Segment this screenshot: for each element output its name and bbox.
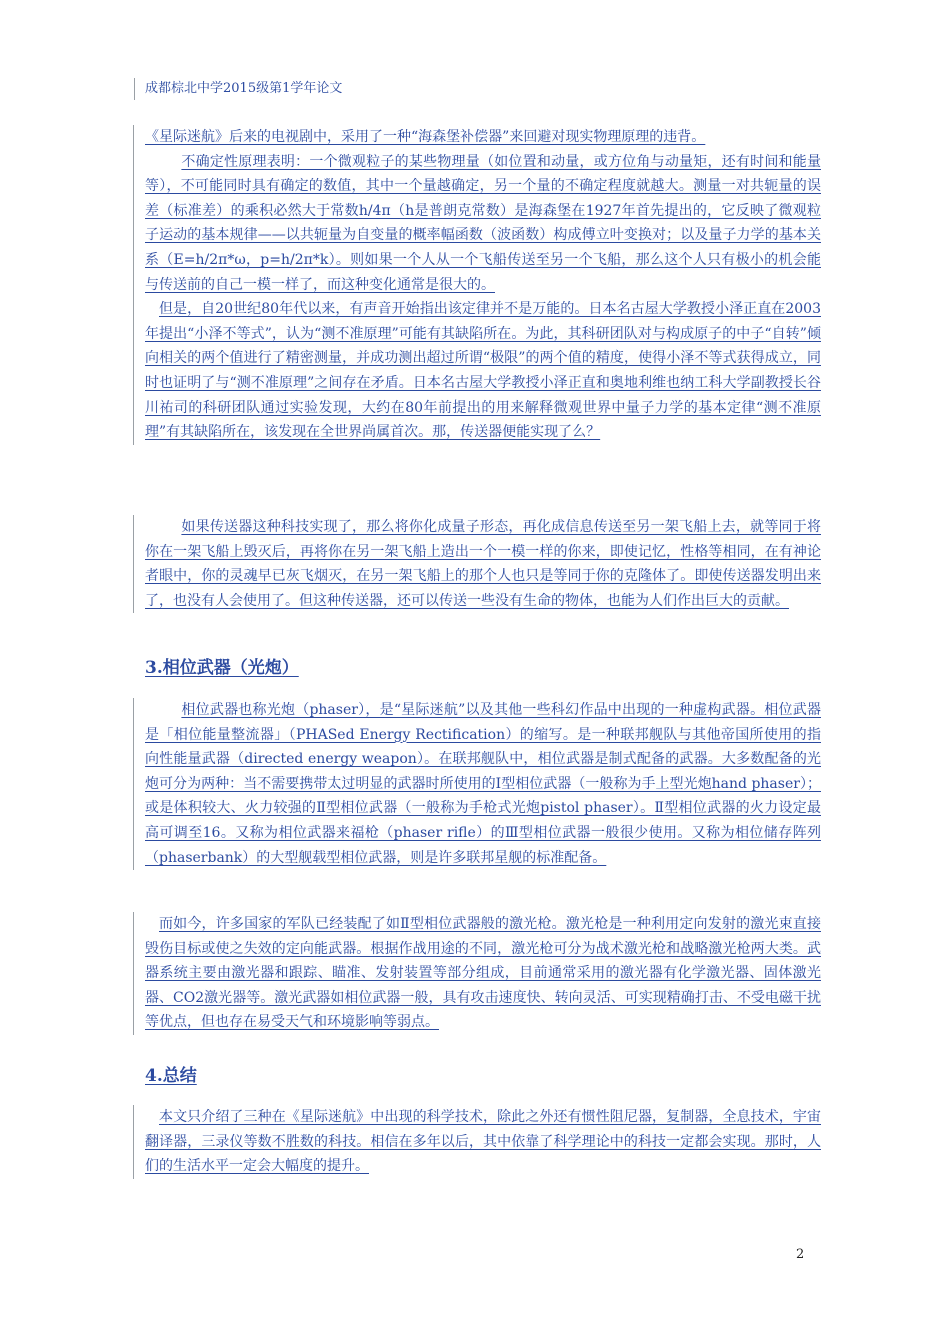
paragraph-4: 如果传送器这种科技实现了，那么将你化成量子形态，再化成信息传送至另一架飞船上去，就等同于将你在一架飞船上毁灭后，再将你在另一架飞船上造出一个一模一样的你来，即使记忆，性格等相同，在有神论者眼中，你的灵魂早已灰飞烟灭，在另一架飞船上的那个人也只是等同于你的克隆体了。即使传送器发明出来了，也没有人会使用了。但这种传送器，还可以传送一些没有生命的物体，也能为人们作出巨大的贡献。 [145, 519, 821, 609]
paragraph-1: 《星际迷航》后来的电视剧中，采用了一种“海森堡补偿器”来回避对现实物理原理的违背。 [145, 129, 706, 145]
paragraph-6: 而如今，许多国家的军队已经装配了如Ⅱ型相位武器般的激光枪。激光枪是一种利用定向发射的激光束直接毁伤目标或使之失效的定向能武器。根据作战用途的不同，激光枪可分为战术激光枪和战略激光枪两大类。武器系统主要由激光器和跟踪、瞄准、发射装置等部分组成，目前通常采用的激光器有化学激光器、固体激光器、CO2激光器等。激光武器如相位武器一般，具有攻击速度快、转向灵活、可实现精确打击、不受电磁干扰等优点，但也存在易受天气和环境影响等弱点。 [145, 916, 821, 1031]
paragraph-5: 相位武器也称光炮（phaser），是“星际迷航”以及其他一些科幻作品中出现的一种虚构武器。相位武器是「相位能量整流器」（PHASed Energy Rectification）的缩写。是一种联邦舰队与其他帝国所使用的指向性能量武器（directed energy weapon）。在联邦舰队中，相位武器是制式配备的武器。大多数配备的光炮可分为两种：当不需要携带太过明显的武器时所使用的I型相位武器（一般称为手上型光炮hand phaser）；或是体积较大、火力较强的Ⅱ型相位武器（一般称为手枪式光炮pistol phaser）。Ⅱ型相位武器的火力设定最高可调至16。又称为相位武器来福枪（phaser rifle）的Ⅲ型相位武器一般很少使用。又称为相位储存阵列（phaserbank）的大型舰载型相位武器，则是许多联邦星舰的标准配备。 [145, 702, 821, 866]
paragraph-2: 不确定性原理表明：一个微观粒子的某些物理量（如位置和动量，或方位角与动量矩，还有时间和能量等），不可能同时具有确定的数值，其中一个量越确定，另一个量的不确定程度就越大。测量一对共轭量的误差（标准差）的乘积必然大于常数h/4π（h是普朗克常数）是海森堡在1927年首先提出的，它反映了微观粒子运动的基本规律——以共轭量为自变量的概率幅函数（波函数）构成傅立叶变换对；以及量子力学的基本关系（E=h/2π*ω，p=h/2π*k）。则如果一个人从一个飞船传送至另一个飞船，那么这个人只有极小的机会能与传送前的自己一模一样了，而这种变化通常是很大的。 [145, 153, 821, 293]
section-block-2 [133, 515, 821, 613]
section-block-4 [133, 912, 821, 1035]
page-number: 2 [796, 1247, 805, 1262]
section-block-5 [133, 1105, 821, 1179]
heading-summary: 4.总结 [145, 1066, 197, 1086]
section-block-1 [133, 125, 821, 445]
heading-phaser: 3.相位武器（光炮） [145, 658, 299, 678]
paragraph-7: 本文只介绍了三种在《星际迷航》中出现的科学技术，除此之外还有惯性阻尼器，复制器，全息技术，宇宙翻译器，三录仪等数不胜数的科技。相信在多年以后，其中依靠了科学理论中的科技一定都会实现。那时，人们的生活水平一定会大幅度的提升。 [145, 1109, 821, 1175]
paragraph-3: 但是，自20世纪80年代以来，有声音开始指出该定律并不是万能的。日本名古屋大学教授小泽正直在2003年提出“小泽不等式”，认为“测不准原理”可能有其缺陷所在。为此，其科研团队对与构成原子的中子“自转”倾向相关的两个值进行了精密测量，并成功测出超过所谓“极限”的两个值的精度，使得小泽不等式获得成立，同时也证明了与“测不准原理”之间存在矛盾。日本名古屋大学教授小泽正直和奥地利维也纳工科大学副教授长谷川祐司的科研团队通过实验发现，大约在80年前提出的用来解释微观世界中量子力学的基本定律“测不准原理”有其缺陷所在，该发现在全世界尚属首次。那，传送器便能实现了么？ [145, 301, 821, 441]
section-block-3 [133, 698, 821, 870]
running-header: 成都棕北中学2015级第1学年论文 [134, 78, 342, 100]
